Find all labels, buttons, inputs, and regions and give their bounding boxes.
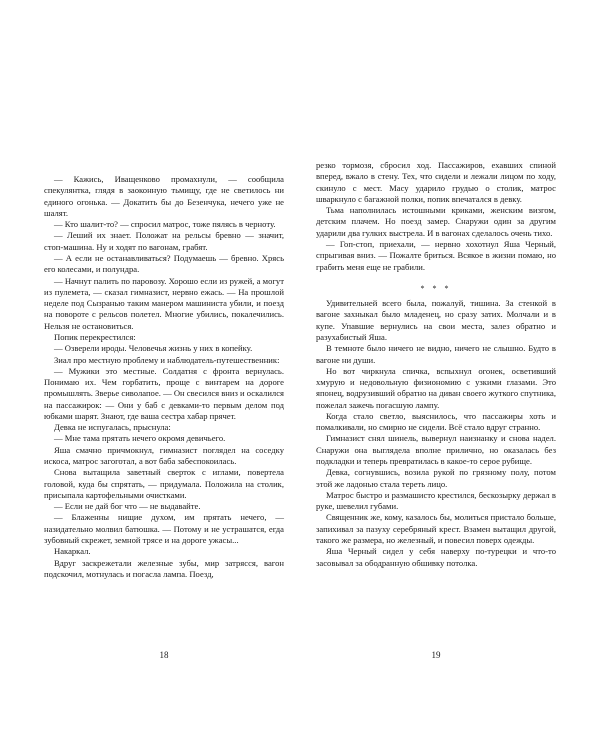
paragraph: — Леший их знает. Положат на рельсы бревно — значит, стоп-машина. Ну и ходят по вагонам, грабят.	[44, 230, 284, 252]
paragraph: — Мне тама прятать нечего окромя девичьего.	[54, 433, 226, 444]
paragraph: Яша Черный сидел у себя наверху по-турецки и что-то засовывал за ободранную обшивку потолка.	[316, 546, 556, 568]
paragraph: Девка не испугалась, прыснула:	[54, 422, 171, 433]
paragraph: Накаркал.	[54, 546, 91, 557]
paragraph: Вдруг заскрежетали железные зубы, мир затрясся, вагон подскочил, мотнулась и погасла лампа. Поезд,	[44, 557, 284, 579]
paragraph: — Блаженны нищие духом, им прятать нечего, — назидательно молвил батюшка. — Потому и не устрашатся, егда зубовный скрежет, земной трясе и на дороге ужасы...	[44, 512, 284, 545]
paragraph: Когда стало светло, выяснилось, что пассажиры хоть и помалкивали, но смирно не сидели. Всё стало вдруг странно.	[316, 410, 556, 433]
left-page-text	[44, 174, 284, 580]
paragraph: — Гоп-стоп, приехали, — нервно хохотнул Яша Черный, спрыгивая вниз. — Пожалте бриться. Всякое в жизни помаю, но грабить меня еще не грабили.	[316, 238, 556, 272]
paragraph: Попик перекрестился:	[54, 331, 136, 342]
paragraph: — Кто шалит-то? — спросил матрос, тоже пялясь в черноту.	[54, 219, 276, 230]
page-number-right: 19	[431, 650, 441, 660]
paragraph: Тьма наполнилась истошными криками, женским визгом, детским плачем. Но поезд замер. Снаружи один за другим ударили два гулких выстрела. И в вагонах сделалось очень тихо.	[316, 205, 556, 238]
right-page-text	[316, 160, 556, 569]
page-number-left: 18	[159, 650, 169, 660]
paragraph: Гимназист снял шинель, вывернул наизнанку и снова надел. Снаружи она выглядела вполне прилично, но оказалась без подкладки и теперь превратилась в какое-то серое рубище.	[316, 433, 556, 467]
paragraph: — А если не останавливаться? Подумаешь — бревно. Хрясь его колесами, и полундра.	[44, 252, 284, 275]
paragraph: Удивительней всего была, пожалуй, тишина. За стенкой в вагоне захныкал было младенец, но сразу затих. Молчали и в купе. Упавшие вернулись на свои места, залез обратно и разухабистый Яша.	[316, 298, 556, 342]
paragraph: резко тормозя, сбросил ход. Пассажиров, ехавших спиной вперед, вжало в стену. Тех, что сидели и лежали лицом по ходу, скинуло с мест. Масу ударило грудью о столик, матрос шваркнуло с багажной полки, попик впечатался в девку.	[316, 160, 556, 204]
paragraph: — Мужики это местные. Солдатня с фронта вернулась. Понимаю их. Чем горбатить, проще с винтарем на дороге промышлять. Зверье сиволапое. — Он свесился вниз и оскалился на пассажирок: — Они у баб с девками-то первым делом под юбками шарят. Знают, где ваша сестра хабар прячет.	[44, 365, 284, 421]
paragraph: Священник же, кому, казалось бы, молиться пристало больше, запихивал за пазуху серебряный крест. Взамен вытащил другой, такого же размера, но железный, и повесил поверх одежды.	[316, 512, 556, 545]
paragraph: Девка, согнувшись, возила рукой по грязному полу, потом этой же ладонью стала тереть лицо.	[316, 467, 556, 489]
paragraph: В темноте было ничего не видно, ничего не слышно. Будто в вагоне ни души.	[316, 343, 556, 365]
paragraph: Яша смачно причмокнул, гимназист поглядел на соседку искоса, матрос загоготал, а вот баба забеспокоилась.	[44, 444, 284, 467]
paragraph: Матрос быстро и размашисто крестился, бескозырку держал в руке, шевелил губами.	[316, 489, 556, 512]
paragraph: — Кажись, Иващенково промахнули, — сообщила спекулянтка, глядя в заоконную тьмищу, где не светилось ни единого огонька. — Докатить бы до Безенчука, нечего уже не шалят.	[44, 174, 284, 218]
paragraph: — Начнут палить по паровозу. Хорошо если из ружей, а могут из пулемета, — сказал гимназист, нервно ежась. — На прошлой неделе под Сызранью таким манером машиниста убили, и поезд на повороте с рельсов полетел. Многие убились, покалечились. Нельзя не остановиться.	[44, 275, 284, 331]
paragraph: — Если не дай бог что — не выдавайте.	[54, 501, 201, 512]
section-separator: * * *	[420, 283, 452, 293]
paragraph: Но вот чиркнула спичка, вспыхнул огонек, осветивший хмурую и недовольную физиономию с узкими глазами. Это японец, водрузивший обратно на диван своего жуткого спутника, пожелал зажечь погасшую лампу.	[316, 365, 556, 410]
paragraph: Снова вытащила заветный сверток с иглами, повертела головой, куда бы спрятать, — придумала. Положила на столик, присыпала картофельными очистками.	[44, 467, 284, 500]
paragraph: Зиал про местную проблему и наблюдатель-путешественник:	[54, 354, 280, 365]
paragraph: — Озверели ироды. Человечья жизнь у них в копейку.	[54, 343, 253, 354]
